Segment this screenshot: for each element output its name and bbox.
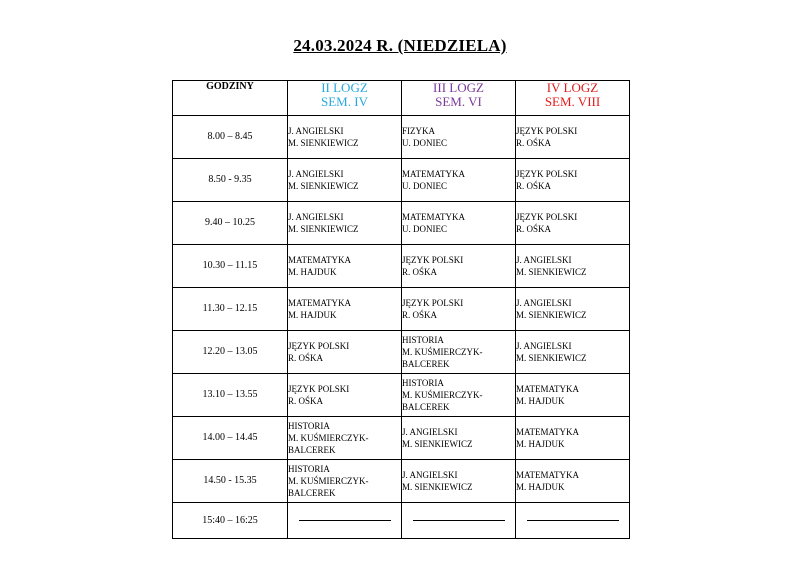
teacher-name: M. SIENKIEWICZ [402, 482, 473, 492]
teacher-name: U. DONIEC [402, 224, 447, 234]
teacher-name: M. SIENKIEWICZ [402, 439, 473, 449]
subject-name: HISTORIA [288, 464, 330, 474]
subject-name: MATEMATYKA [516, 384, 579, 394]
subject-name: MATEMATYKA [288, 255, 351, 265]
subject-name: MATEMATYKA [288, 298, 351, 308]
class-cell [402, 331, 516, 374]
subject-name: HISTORIA [402, 335, 444, 345]
teacher-name: M. SIENKIEWICZ [288, 181, 359, 191]
table-row [173, 374, 630, 417]
teacher-name: M. SIENKIEWICZ [516, 310, 587, 320]
time-slot: 9.40 – 10.25 [173, 202, 288, 245]
table-row [173, 116, 630, 159]
table-row [173, 503, 630, 539]
teacher-name: M. SIENKIEWICZ [516, 353, 587, 363]
teacher-name: U. DONIEC [402, 181, 447, 191]
subject-name: J. ANGIELSKI [288, 212, 344, 222]
teacher-name: M. SIENKIEWICZ [516, 267, 587, 277]
page-title: 24.03.2024 R. (NIEDZIELA) [293, 36, 507, 55]
time-slot: 11.30 – 12.15 [173, 288, 288, 331]
teacher-name: M. HAJDUK [516, 482, 565, 492]
subject-name: J. ANGIELSKI [516, 341, 572, 351]
class-cell [402, 503, 516, 539]
subject-name: JĘZYK POLSKI [516, 212, 578, 222]
table-row [173, 460, 630, 503]
subject-name: JĘZYK POLSKI [288, 384, 350, 394]
teacher-name: M. KUŚMIERCZYK- [288, 433, 369, 443]
teacher-name: BALCEREK [402, 402, 450, 412]
subject-name: MATEMATYKA [516, 427, 579, 437]
empty-slot-line [299, 520, 391, 521]
class-cell [516, 417, 630, 460]
table-row [173, 159, 630, 202]
time-slot: 14.00 – 14.45 [173, 417, 288, 460]
hours-column-header: GODZINY [173, 81, 288, 116]
time-slot: 15:40 – 16:25 [173, 503, 288, 539]
subject-name: JĘZYK POLSKI [402, 298, 464, 308]
class-cell [288, 460, 402, 503]
subject-name: J. ANGIELSKI [402, 427, 458, 437]
teacher-name: M. HAJDUK [516, 396, 565, 406]
teacher-name: R. OŚKA [288, 396, 324, 406]
time-slot: 8.00 – 8.45 [173, 116, 288, 159]
time-slot: 8.50 - 9.35 [173, 159, 288, 202]
teacher-name: M. HAJDUK [288, 310, 337, 320]
class-cell [288, 245, 402, 288]
group-name: III LOGZ [433, 80, 484, 95]
teacher-name: M. HAJDUK [516, 439, 565, 449]
class-cell [288, 202, 402, 245]
class-cell [402, 288, 516, 331]
group-header-iii-logz [402, 81, 516, 116]
subject-name: J. ANGIELSKI [288, 169, 344, 179]
schedule-body [173, 116, 630, 539]
class-cell [402, 417, 516, 460]
empty-slot-line [527, 520, 619, 521]
group-semester: SEM. VIII [544, 94, 601, 109]
empty-slot-line [413, 520, 505, 521]
class-cell [402, 202, 516, 245]
class-cell [402, 374, 516, 417]
subject-name: JĘZYK POLSKI [402, 255, 464, 265]
class-cell [402, 460, 516, 503]
group-name: IV LOGZ [546, 80, 599, 95]
table-row [173, 288, 630, 331]
table-row [173, 245, 630, 288]
class-cell [402, 116, 516, 159]
class-cell [288, 503, 402, 539]
time-slot: 12.20 – 13.05 [173, 331, 288, 374]
class-cell [288, 331, 402, 374]
teacher-name: M. KUŚMIERCZYK- [402, 347, 483, 357]
teacher-name: BALCEREK [402, 359, 450, 369]
class-cell [288, 374, 402, 417]
schedule-table [172, 80, 630, 539]
class-cell [516, 460, 630, 503]
time-slot: 13.10 – 13.55 [173, 374, 288, 417]
teacher-name: M. KUŚMIERCZYK- [402, 390, 483, 400]
header-row [173, 81, 630, 116]
subject-name: J. ANGIELSKI [516, 298, 572, 308]
table-row [173, 417, 630, 460]
group-header-ii-logz [288, 81, 402, 116]
class-cell [402, 245, 516, 288]
teacher-name: U. DONIEC [402, 138, 447, 148]
class-cell [516, 159, 630, 202]
teacher-name: BALCEREK [288, 488, 336, 498]
subject-name: J. ANGIELSKI [402, 470, 458, 480]
group-name: II LOGZ [321, 80, 368, 95]
class-cell [516, 245, 630, 288]
class-cell [288, 159, 402, 202]
subject-name: HISTORIA [402, 378, 444, 388]
subject-name: JĘZYK POLSKI [516, 169, 578, 179]
class-cell [288, 116, 402, 159]
table-row [173, 202, 630, 245]
subject-name: FIZYKA [402, 126, 435, 136]
class-cell [516, 288, 630, 331]
class-cell [288, 417, 402, 460]
group-header-iv-logz [516, 81, 630, 116]
class-cell [402, 159, 516, 202]
class-cell [516, 202, 630, 245]
teacher-name: R. OŚKA [402, 310, 438, 320]
subject-name: J. ANGIELSKI [516, 255, 572, 265]
subject-name: JĘZYK POLSKI [516, 126, 578, 136]
group-semester: SEM. VI [435, 94, 482, 109]
teacher-name: M. SIENKIEWICZ [288, 224, 359, 234]
class-cell [288, 288, 402, 331]
subject-name: MATEMATYKA [402, 212, 465, 222]
group-semester: SEM. IV [321, 94, 368, 109]
table-row [173, 331, 630, 374]
teacher-name: R. OŚKA [516, 224, 552, 234]
teacher-name: R. OŚKA [516, 138, 552, 148]
teacher-name: BALCEREK [288, 445, 336, 455]
teacher-name: M. KUŚMIERCZYK- [288, 476, 369, 486]
subject-name: JĘZYK POLSKI [288, 341, 350, 351]
subject-name: HISTORIA [288, 421, 330, 431]
class-cell [516, 374, 630, 417]
teacher-name: R. OŚKA [402, 267, 438, 277]
subject-name: MATEMATYKA [402, 169, 465, 179]
teacher-name: R. OŚKA [516, 181, 552, 191]
teacher-name: R. OŚKA [288, 353, 324, 363]
time-slot: 10.30 – 11.15 [173, 245, 288, 288]
class-cell [516, 331, 630, 374]
subject-name: J. ANGIELSKI [288, 126, 344, 136]
class-cell [516, 116, 630, 159]
time-slot: 14.50 - 15.35 [173, 460, 288, 503]
teacher-name: M. HAJDUK [288, 267, 337, 277]
class-cell [516, 503, 630, 539]
subject-name: MATEMATYKA [516, 470, 579, 480]
teacher-name: M. SIENKIEWICZ [288, 138, 359, 148]
